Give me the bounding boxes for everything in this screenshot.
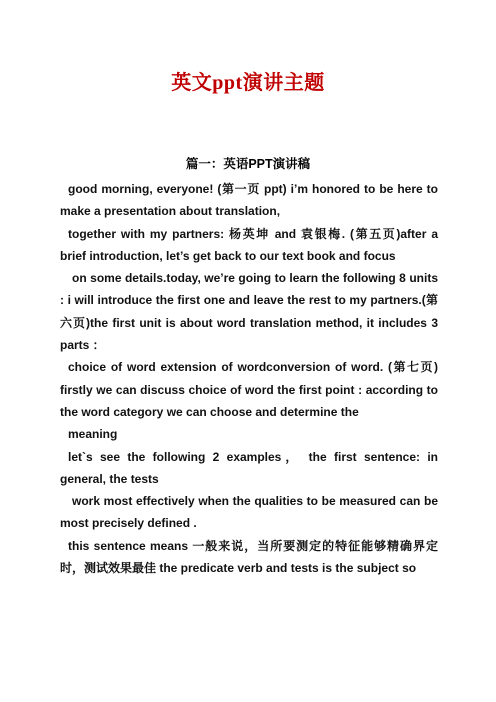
paragraph: let`s see the following 2 examples， the first sentence: in general, the tests <box>60 449 438 486</box>
paragraph: choice of word extension of wordconversion of word. (第七页) firstly we can discuss choice of word the first point : according to the word category we can choose and determine the <box>60 360 438 419</box>
paragraph: work most effectively when the qualities to be measured can be most precisely defined . <box>60 494 438 531</box>
section-heading: 篇一：英语PPT演讲稿 <box>185 157 311 171</box>
paragraph: good morning, everyone! (第一页 ppt) i’m honored to be here to make a presentation about translation, <box>60 182 438 219</box>
paragraph: meaning <box>68 427 118 442</box>
paragraph: on some details.today, we’re going to learn the following 8 units : i will introduce the first one and leave the rest to my partners.(第六页)the first unit is about word translation method, it includes 3 parts ： <box>60 271 438 353</box>
document-body <box>60 178 438 579</box>
document-title: 英文ppt演讲主题 <box>171 72 325 94</box>
paragraph: this sentence means 一般来说，当所要测定的特征能够精确界定时，测试效果最佳 the predicate verb and tests is the subject so <box>60 538 438 576</box>
paragraph: together with my partners: 杨英坤 and 袁银梅. (第五页)after a brief introduction, let’s get back to our text book and focus <box>60 226 438 263</box>
